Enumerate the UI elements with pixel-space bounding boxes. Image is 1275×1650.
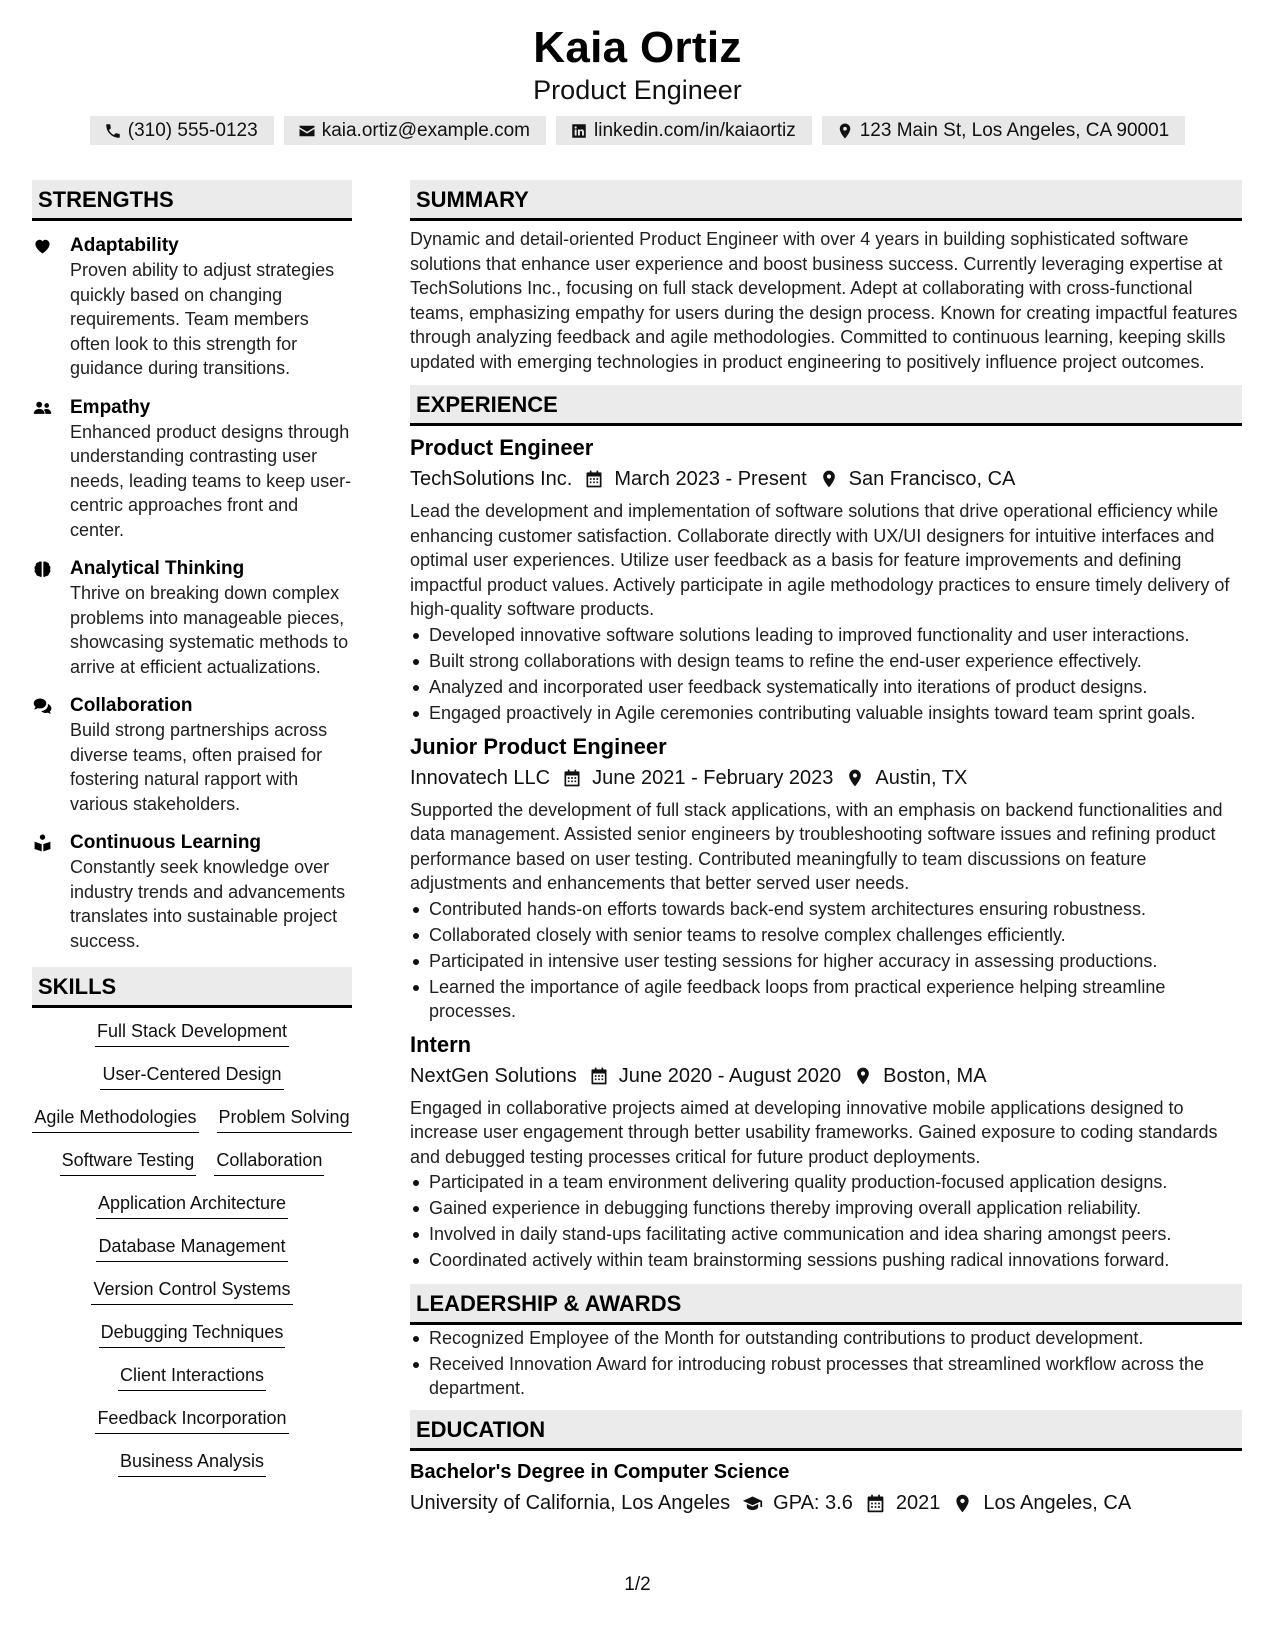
map-marker-icon [819,469,839,489]
strengths-heading: STRENGTHS [32,180,352,221]
linkedin-contact[interactable] [556,116,812,145]
calendar-icon [562,768,582,788]
linkedin-text: linkedin.com/in/kaiaortiz [594,120,796,141]
strength-title: Analytical Thinking [70,558,245,579]
skill-tag: Feedback Incorporation [95,1407,288,1434]
email-text: kaia.ortiz@example.com [321,120,531,141]
job-location: Austin, TX [875,766,968,789]
skill-tag: Business Analysis [118,1450,266,1477]
bullet-item: Engaged proactively in Agile ceremonies contributing valuable insights toward team sprint goals. [410,701,1242,725]
job-company: NextGen Solutions [410,1064,577,1087]
skill-tag: Database Management [96,1235,287,1262]
job-company: Innovatech LLC [410,766,551,789]
skills-heading: SKILLS [32,967,352,1008]
calendar-icon [589,1066,609,1086]
strength-item [32,693,352,816]
map-marker-icon [836,122,854,140]
comments-icon [32,696,53,716]
strengths-list [32,233,352,953]
bullet-item: Gained experience in debugging functions thereby improving overall application reliability. [410,1196,1242,1220]
job-description: Lead the development and implementation of software solutions that drive operational efficiency while enhancing customer satisfaction. Collaborate directly with UX/UI designers for intuitive interfaces and optimal user experiences. Utilize user feedback as a basis for feature improvements and defining impactful product values. Actively participate in agile methodology practices to ensure timely delivery of high-quality software products. [410,501,1230,619]
job-title: Intern [410,1031,472,1057]
job-description: Engaged in collaborative projects aimed at developing innovative mobile applications designed to increase user engagement through better usability frameworks. Gained exposure to coding standards and debugged testing processes critical for future product deployments. [410,1097,1218,1167]
skill-tag: User-Centered Design [100,1063,283,1090]
map-marker-icon [853,1066,873,1086]
skill-tag: Version Control Systems [91,1278,292,1305]
education-location: Los Angeles, CA [983,1492,1132,1514]
strength-item [32,233,352,381]
job-meta [410,1062,1242,1090]
strength-desc: Build strong partnerships across diverse teams, often praised for fostering natural rapport with various stakeholders. [70,720,328,814]
job-meta [410,764,1242,792]
email-contact[interactable] [284,116,546,145]
resume-header [0,22,1275,145]
strength-desc: Proven ability to adjust strategies quickly based on changing requirements. Team members often look to this strength for guidance during transitions. [70,260,335,378]
bullet-item: Participated in intensive user testing sessions for higher accuracy in assessing productions. [410,949,1242,973]
candidate-title: Product Engineer [533,75,742,105]
bullet-item: Coordinated actively within team brainstorming sessions pushing radical innovations forward. [410,1248,1242,1272]
bullet-item: Involved in daily stand-ups facilitating active communication and idea sharing amongst peers. [410,1222,1242,1246]
skill-tag: Client Interactions [118,1364,266,1391]
bullet-item: Contributed hands-on efforts towards back-end system architectures ensuring robustness. [410,897,1242,921]
skill-tag: Debugging Techniques [99,1321,286,1348]
gpa: GPA: 3.6 [773,1492,853,1514]
job-company: TechSolutions Inc. [410,468,573,490]
job-bullets [410,623,1242,725]
job-dates: June 2020 - August 2020 [618,1064,842,1087]
leadership-list [410,1326,1242,1400]
bullet-item: Learned the importance of agile feedback loops from practical experience helping streamline processes. [410,975,1242,1023]
education-meta [410,1489,1242,1517]
map-marker-icon [845,768,865,788]
bullet-item: Collaborated closely with senior teams to resolve complex challenges efficiently. [410,923,1242,947]
skill-tag: Application Architecture [96,1192,288,1219]
skills-list [32,1020,352,1493]
job-entry [410,733,1242,1023]
strength-desc: Constantly seek knowledge over industry trends and advancements translates into sustainable project success. [70,857,346,951]
page-number: 1/2 [624,1574,651,1595]
brain-icon [32,559,53,579]
job-dates: March 2023 - Present [614,468,807,490]
contact-bar [0,116,1275,145]
bullet-item: Participated in a team environment delivering quality production-focused application designs. [410,1170,1242,1194]
graduation-cap-icon [742,1493,763,1514]
strength-item [32,830,352,953]
strength-desc: Thrive on breaking down complex problems into manageable pieces, showcasing systematic methods to arrive at efficient actualizations. [70,583,349,677]
candidate-name: Kaia Ortiz [533,23,742,72]
school-name: University of California, Los Angeles [410,1492,731,1514]
address-text: 123 Main St, Los Angeles, CA 90001 [859,120,1170,141]
job-bullets [410,1170,1242,1272]
skill-tag: Collaboration [214,1149,324,1176]
degree-title: Bachelor's Degree in Computer Science [410,1461,790,1483]
experience-heading: EXPERIENCE [410,385,1242,426]
phone-text: (310) 555-0123 [127,120,258,141]
strength-title: Empathy [70,396,151,418]
job-dates: June 2021 - February 2023 [592,766,834,789]
bullet-item: Analyzed and incorporated user feedback systematically into iterations of product designs. [410,675,1242,699]
education-heading: EDUCATION [410,1410,1242,1451]
calendar-icon [865,1493,886,1514]
strength-title: Adaptability [70,235,179,256]
job-location: Boston, MA [883,1064,987,1087]
job-entry [410,1031,1242,1273]
job-location: San Francisco, CA [848,468,1016,490]
skill-tag: Agile Methodologies [32,1106,198,1133]
skill-tag: Software Testing [60,1149,197,1176]
skill-tag: Problem Solving [217,1106,352,1133]
linkedin-icon [570,122,588,140]
envelope-icon [298,122,316,140]
strength-title: Collaboration [70,695,193,716]
bullet-item: Developed innovative software solutions leading to improved functionality and user interactions. [410,623,1242,647]
address-contact [822,116,1186,145]
award-item: Received Innovation Award for introducing robust processes that streamlined workflow across the department. [410,1352,1242,1400]
left-column [32,180,352,1493]
bullet-item: Built strong collaborations with design teams to refine the end-user experience effectively. [410,649,1242,673]
map-marker-icon [952,1493,973,1514]
phone-icon [104,122,122,140]
summary-heading: SUMMARY [410,180,1242,221]
users-icon [32,398,53,418]
book-reader-icon [32,833,53,853]
job-bullets [410,897,1242,1023]
summary-text: Dynamic and detail-oriented Product Engineer with over 4 years in building sophisticated software solutions that enhance user experience and boost business success. Currently leveraging expertise at TechSolutions Inc., focusing on full stack development. Adept at collaborating with cross-functional teams, emphasizing empathy for users during the design process. Known for creating impactful features through analyzing feedback and agile methodologies. Committed to continuous learning, keeping skills updated with emerging technologies in product engineering to positively influence project outcomes. [410,229,1238,372]
job-title: Junior Product Engineer [410,733,667,759]
job-description: Supported the development of full stack applications, with an emphasis on backend functionalities and data management. Assisted senior engineers by troubleshooting software issues and refining product performance based on user testing. Contributed meaningfully to team discussions on feature adjustments and enhancements that better served user needs. [410,799,1223,893]
job-title: Product Engineer [410,435,594,460]
job-entry [410,434,1242,725]
leadership-heading: LEADERSHIP & AWARDS [410,1284,1242,1325]
award-item: Recognized Employee of the Month for outstanding contributions to product development. [410,1326,1242,1350]
strength-item [32,556,352,679]
skill-tag: Full Stack Development [95,1020,289,1047]
graduation-year: 2021 [895,1492,941,1514]
strength-title: Continuous Learning [70,832,262,853]
strength-desc: Enhanced product designs through understanding contrasting user needs, leading teams to keep user-centric approaches front and center. [70,421,352,540]
heart-icon [32,236,53,256]
job-meta [410,465,1242,493]
phone-contact[interactable] [90,116,274,145]
strength-item [32,395,352,543]
calendar-icon [584,469,604,489]
right-column [410,180,1242,1517]
